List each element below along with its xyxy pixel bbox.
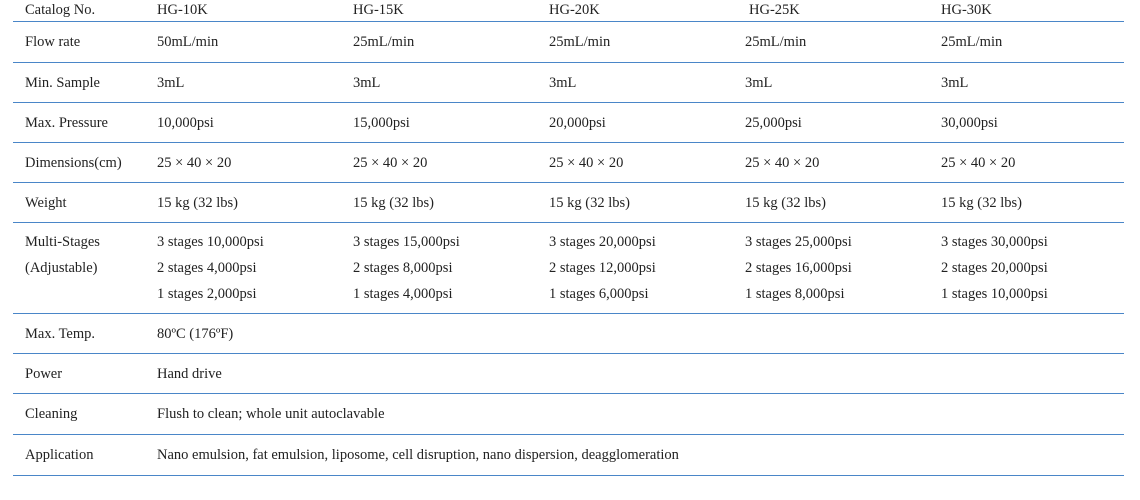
- table-cell: 15 kg (32 lbs): [157, 194, 238, 211]
- table-cell: 3mL: [745, 74, 773, 91]
- table-cell: 25mL/min: [745, 34, 807, 50]
- table-cell: 20,000psi: [549, 114, 606, 131]
- stage-2-value: 2 stages 20,000psi: [941, 260, 1048, 276]
- table-row: [13, 354, 1124, 394]
- stage-1-value: 1 stages 2,000psi: [157, 286, 257, 302]
- adjustable-label: (Adjustable): [25, 260, 98, 276]
- row-label: Min. Sample: [25, 74, 100, 91]
- table-row: [13, 183, 1124, 223]
- table-cell: 3mL: [157, 74, 185, 91]
- catalog-label: Catalog No.: [25, 2, 96, 18]
- table-cell: 25mL/min: [941, 34, 1003, 50]
- table-row: [13, 435, 1124, 476]
- table-cell: 15 kg (32 lbs): [353, 194, 434, 211]
- table-cell: Hand drive: [157, 365, 222, 382]
- multi-stages-row: [13, 223, 1124, 314]
- row-label: Max. Temp.: [25, 325, 96, 342]
- table-row: [13, 103, 1124, 143]
- stage-1-value: 1 stages 6,000psi: [549, 286, 649, 302]
- table-cell: 50mL/min: [157, 34, 219, 50]
- table-cell: 25mL/min: [353, 34, 415, 50]
- row-label: [13, 223, 145, 314]
- model-hg-20k: HG-20K: [549, 2, 600, 18]
- stage-3-value: 3 stages 15,000psi: [353, 234, 460, 250]
- spec-table: [13, 0, 1124, 476]
- model-hg-30k: HG-30K: [941, 2, 992, 18]
- table-cell: 25,000psi: [745, 114, 802, 131]
- table-cell: [341, 223, 537, 314]
- multi-stages-label: Multi-Stages: [25, 234, 100, 250]
- stage-1-value: 1 stages 4,000psi: [353, 286, 453, 302]
- table-cell: [145, 223, 341, 314]
- table-cell: 80ºC (176ºF): [157, 325, 234, 342]
- table-row: [13, 394, 1124, 435]
- stage-3-value: 3 stages 20,000psi: [549, 234, 656, 250]
- stage-2-value: 2 stages 8,000psi: [353, 260, 453, 276]
- table-cell: 25 × 40 × 20: [549, 154, 624, 171]
- table-cell: Flush to clean; whole unit autoclavable: [157, 406, 385, 422]
- table-cell: 25 × 40 × 20: [941, 154, 1016, 171]
- table-row: [13, 22, 1124, 63]
- table-cell: 25 × 40 × 20: [157, 154, 232, 171]
- table-cell: 15 kg (32 lbs): [549, 194, 630, 211]
- row-label: Max. Pressure: [25, 114, 108, 131]
- table-cell: 15,000psi: [353, 114, 410, 131]
- row-label: Application: [25, 447, 94, 463]
- stage-2-value: 2 stages 4,000psi: [157, 260, 257, 276]
- stage-2-value: 2 stages 12,000psi: [549, 260, 656, 276]
- model-hg-25k: HG-25K: [749, 2, 800, 18]
- stage-3-value: 3 stages 10,000psi: [157, 234, 264, 250]
- table-cell: Nano emulsion, fat emulsion, liposome, cell disruption, nano dispersion, deagglomeration: [157, 447, 679, 463]
- table-cell: [537, 223, 733, 314]
- header-row: [13, 0, 1124, 22]
- row-label: Cleaning: [25, 406, 78, 422]
- table-cell: 15 kg (32 lbs): [745, 194, 826, 211]
- stage-2-value: 2 stages 16,000psi: [745, 260, 852, 276]
- row-label: Weight: [25, 194, 67, 211]
- model-hg-10k: HG-10K: [157, 2, 208, 18]
- stage-1-value: 1 stages 10,000psi: [941, 286, 1048, 302]
- table-cell: 15 kg (32 lbs): [941, 194, 1022, 211]
- model-hg-15k: HG-15K: [353, 2, 404, 18]
- row-label: Flow rate: [25, 34, 81, 50]
- table-row: [13, 143, 1124, 183]
- stage-1-value: 1 stages 8,000psi: [745, 286, 845, 302]
- stage-3-value: 3 stages 25,000psi: [745, 234, 852, 250]
- table-cell: 3mL: [941, 74, 969, 91]
- table-cell: 3mL: [549, 74, 577, 91]
- table-cell: 30,000psi: [941, 114, 998, 131]
- table-cell: [733, 223, 929, 314]
- table-cell: 25 × 40 × 20: [745, 154, 820, 171]
- table-cell: [929, 223, 1124, 314]
- table-cell: 3mL: [353, 74, 381, 91]
- table-cell: 25mL/min: [549, 34, 611, 50]
- table-row: [13, 314, 1124, 354]
- stage-3-value: 3 stages 30,000psi: [941, 234, 1048, 250]
- table-cell: 10,000psi: [157, 114, 214, 131]
- table-cell: 25 × 40 × 20: [353, 154, 428, 171]
- table-row: [13, 63, 1124, 103]
- row-label: Power: [25, 365, 63, 382]
- row-label: Dimensions(cm): [25, 154, 122, 171]
